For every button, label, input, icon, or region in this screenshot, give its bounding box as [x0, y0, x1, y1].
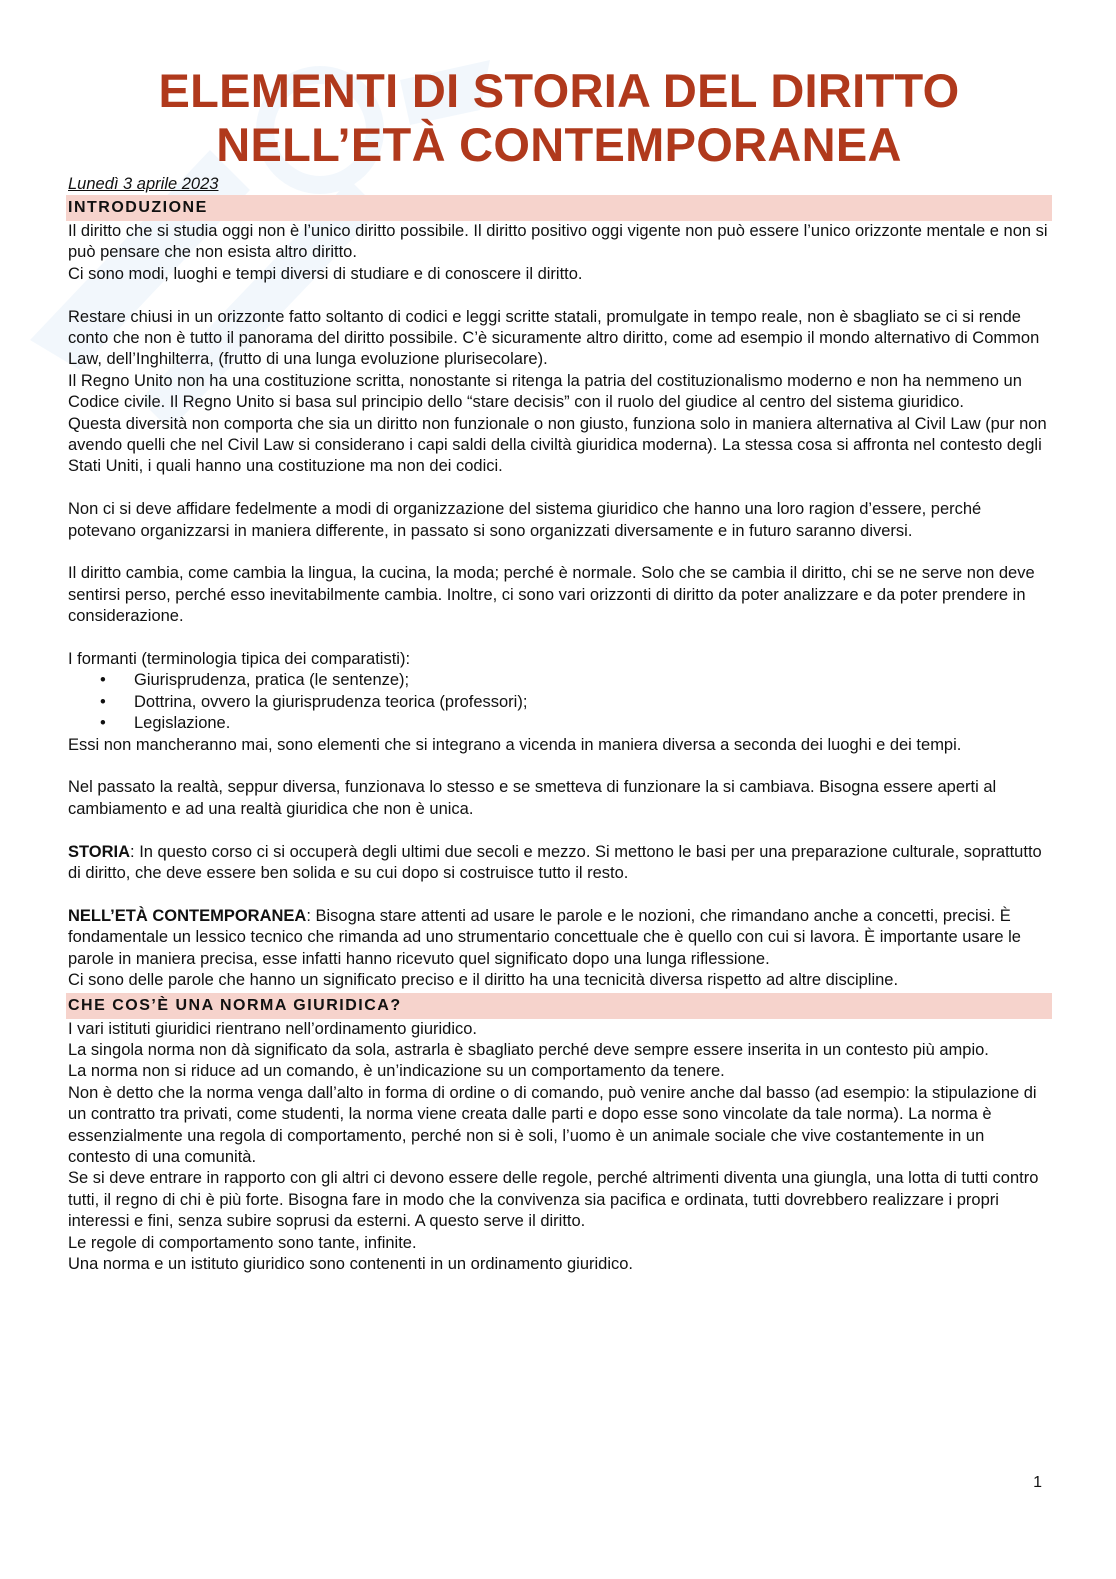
paragraph: Una norma e un istituto giuridico sono contenenti in un ordinamento giuridico.	[68, 1254, 634, 1273]
paragraph: Ci sono delle parole che hanno un significato preciso e il diritto ha una tecnicità diversa rispetto ad altre discipline.	[68, 971, 899, 990]
page-number: 1	[1033, 1474, 1042, 1491]
paragraph: I vari istituti giuridici rientrano nell’ordinamento giuridico.	[68, 1019, 478, 1038]
lecture-date: Lunedì 3 aprile 2023	[68, 175, 219, 193]
list-item: • Giurisprudenza, pratica (le sentenze);	[68, 670, 1050, 691]
paragraph: Se si deve entrare in rapporto con gli altri ci devono essere delle regole, perché altrimenti diventa una giungla, una lotta di tutti contro tutti, il regno di chi è più forte. Bisogna fare in modo che la convivenza sia pacifica e ordinata, tutti dovrebbero realizzare i propri interessi e fini, senza subire soprusi da esterni. A questo serve il diritto.	[68, 1169, 1039, 1231]
paragraph: Il diritto cambia, come cambia la lingua, la cucina, la moda; perché è normale. Solo che se cambia il diritto, chi se ne serve non deve sentirsi perso, perché esso inevitabilmente cambia. Inoltre, ci sono vari orizzonti di diritto da poter analizzare e da poter prendere in considerazione.	[68, 564, 1035, 626]
paragraph: Restare chiusi in un orizzonte fatto soltanto di codici e leggi scritte statali, promulgate in tempo reale, non è sbagliato se ci si rende conto che non è tutto il panorama del diritto possibile. C’è sicuramente altro diritto, come ad esempio il mondo alternativo di Common Law, dell’Inghilterra, (frutto di una lunga evoluzione plurisecolare).	[68, 307, 1040, 369]
title-line-1: ELEMENTI DI STORIA DEL DIRITTO	[158, 64, 960, 117]
paragraph: Non è detto che la norma venga dall’alto in forma di ordine o di comando, può venire anche dal basso (ad esempio: la stipulazione di un contratto tra privati, come studenti, la norma viene creata dalle parti e dopo esse sono vincolate da tale norma). La norma è essenzialmente una regola di comportamento, perché non si è soli, l’uomo è un animale sociale che vive costantemente in un contesto di una comunità.	[68, 1083, 1037, 1166]
paragraph: Il Regno Unito non ha una costituzione scritta, nonostante si ritenga la patria del costituzionalismo moderno e non ha nemmeno un Codice civile. Il Regno Unito si basa sul principio dello “stare decisis” con il ruolo del giudice al centro del sistema giuridico.	[68, 371, 1022, 412]
paragraph-eta-contemporanea: NELL’ETÀ CONTEMPORANEA: Bisogna stare attenti ad usare le parole e le nozioni, che rimandano anche a concetti, precisi. È fondamentale un lessico tecnico che rimanda ad uno strumentario concettuale che è quello con cui si lavora. È importante usare le parole in maniera precisa, esse infatti hanno ricevuto quel significato dopo una lunga riflessione.	[68, 906, 1021, 968]
list-item: • Legislazione.	[68, 713, 1050, 734]
list-item: • Dottrina, ovvero la giurisprudenza teorica (professori);	[68, 692, 1050, 713]
document-page	[68, 64, 1050, 1275]
paragraph: Nel passato la realtà, seppur diversa, funzionava lo stesso e se smetteva di funzionare la si cambiava. Bisogna essere aperti al cambiamento e ad una realtà giuridica che non è unica.	[68, 778, 997, 818]
bullet-icon: •	[100, 671, 106, 690]
paragraph: Non ci si deve affidare fedelmente a modi di organizzazione del sistema giuridico che hanno una loro ragion d’essere, perché potevano organizzarsi in maniera differente, in passato si sono organizzati diversamente e in futuro saranno diversi.	[68, 500, 982, 540]
paragraph: Essi non mancheranno mai, sono elementi che si integrano a vicenda in maniera diversa a seconda dei luoghi e dei tempi.	[68, 735, 962, 754]
section-heading-norma-giuridica: CHE COS’È UNA NORMA GIURIDICA?	[66, 993, 1052, 1019]
formanti-list	[68, 670, 1050, 734]
paragraph: La norma non si riduce ad un comando, è un’indicazione su un comportamento da tenere.	[68, 1062, 725, 1081]
eta-label: NELL’ETÀ CONTEMPORANEA	[68, 906, 307, 925]
section-heading-introduzione: INTRODUZIONE	[66, 195, 1052, 221]
bullet-icon: •	[100, 714, 106, 733]
paragraph: Questa diversità non comporta che sia un diritto non funzionale o non giusto, funziona solo in maniera alternativa al Civil Law (pur non avendo quelli che nel Civil Law si considerano i capi saldi della civiltà giuridica moderna). La stessa cosa si affronta nel contesto degli Stati Uniti, i quali hanno una costituzione ma non dei codici.	[68, 414, 1047, 476]
bullet-icon: •	[100, 692, 106, 711]
paragraph: I formanti (terminologia tipica dei comparatisti):	[68, 650, 411, 669]
paragraph: La singola norma non dà significato da sola, astrarla è sbagliato perché deve sempre essere inserita in un contesto più ampio.	[68, 1040, 989, 1059]
document-title	[68, 64, 1050, 172]
storia-label: STORIA	[68, 842, 131, 861]
title-line-2: NELL’ETÀ CONTEMPORANEA	[216, 118, 902, 171]
paragraph: Il diritto che si studia oggi non è l’unico diritto possibile. Il diritto positivo oggi vigente non può essere l’unico orizzonte mentale e non si può pensare che non esista altro diritto.	[68, 222, 1048, 262]
paragraph-storia: STORIA: In questo corso ci si occuperà degli ultimi due secoli e mezzo. Si mettono le basi per una preparazione culturale, soprattutto di diritto, che deve essere ben solida e su cui dopo si costruisce tutto il resto.	[68, 842, 1042, 883]
paragraph: Le regole di comportamento sono tante, infinite.	[68, 1233, 417, 1252]
paragraph: Ci sono modi, luoghi e tempi diversi di studiare e di conoscere il diritto.	[68, 264, 583, 283]
